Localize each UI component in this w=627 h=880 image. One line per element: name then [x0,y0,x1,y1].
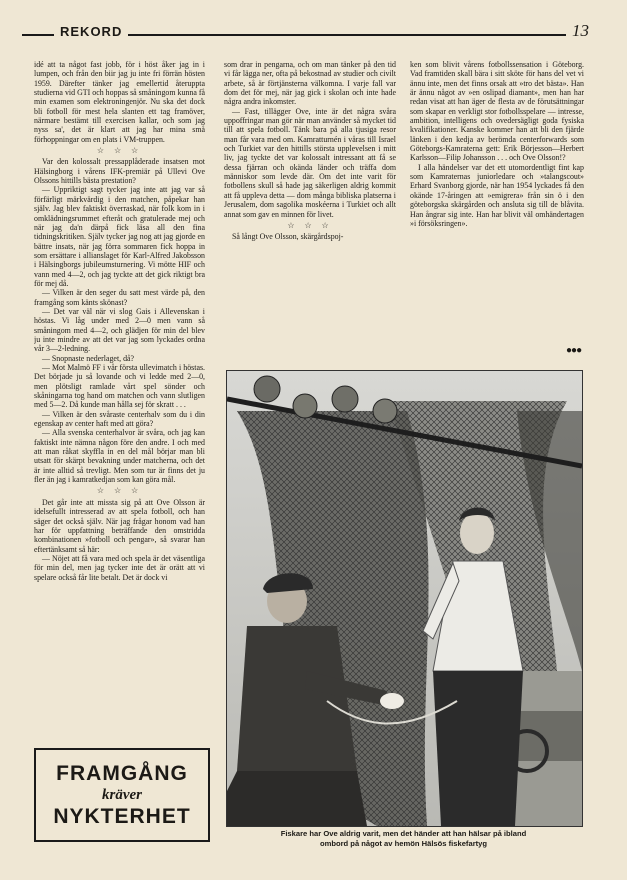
article-paragraph: — Nöjet att få vara med och spela är det väsentliga för min del, men jag tycker inte det är orätt att vi spelare också får lite betalt. Det är dock vi [34,553,205,582]
article-paragraph: — Det var väl när vi slog Gais i Allevenskan i höstas. Vi låg under med 2—0 men vann så småningom med 4—2, och glädjen för min del blev ju inte mindre av att det var jag som lyckades ordna vår 3—2-ledning. [34,306,205,354]
article-paragraph: — Snopnaste nederlaget, då? [42,353,135,363]
caption-line-1: Fiskare har Ove aldrig varit, men det händer att han hälsar på ibland [280,829,527,838]
section-separator: ☆ ☆ ☆ [287,220,333,230]
article-paragraph: — Vilken är den svåraste centerhalv som du i din egenskap av center haft med att göra? [34,409,205,429]
article-paragraph: I alla händelser var det ett utomordentligt fint kap som Kamraternas juniorledare och »talangscout» Erhard Svanborg gjorde, när han 1954 lyckades få den okände 17-åringen att »emigrera» från sin ö i den göteborgska skärgården och ansluta sig till de blåvita. Han ångrar sig inte. Han har blivit väl omhändertagen »i försöksringen». [410,162,584,228]
section-separator: ☆ ☆ ☆ [96,146,143,156]
article-paragraph: — Fast, tillägger Ove, inte är det några svåra uppoffringar man gör när man använder så mycket tid till att spela fotboll. Tänk bara på alla tjusiga resor man får vara med om. Kamratturnén i våras till Israel och Turkiet var den hittills största upplevelsen i mitt liv, jag tyckte det var kolossalt intressant att få se dessa fjärran och okända länder och träffa dom människor som levde där. Om det inte varit för fotbollens skull så hade jag säkerligen aldrig kommit att få uppleva detta — dom många bibliska platserna i Jerusalem, dom sagolika moskéerna i Turkiet och allt annat som gav en minnen för livet. [224,106,396,219]
article-paragraph: Var den kolossalt pressapplåderade insatsen mot Hälsingborg i vårens IFK-premiär på Ullevi Ove Olssons hittills bästa prestation? [34,157,205,186]
article-paragraph: — Vilken är den seger du satt mest värde på, den framgång som känts skönast? [34,288,205,307]
photo-caption [226,829,581,849]
page-number: 13 [566,21,589,41]
temperance-ad [34,748,210,842]
article-end-mark: ●●● [566,345,582,356]
article-column-1 [34,60,205,734]
ad-line-3: NYKTERHET [53,805,191,828]
caption-line-2: ombord på något av hemön Hälsös fiskefartyg [319,839,488,848]
article-paragraph: Så långt Ove Olsson, skärgårdspoj- [232,232,344,242]
article-paragraph: — Alla svenska centerhalvor är svåra, och jag kan faktiskt inte nämna någon före den andre. I och med att man råkat skyffla in en del mål börjar man bli utsatt för skärpt bevakning under matcherna, och det är inte alltid så trevligt. Men som tur är finns det ju fler än jag i kamratkedjan som kan göra mål. [34,428,205,485]
article-paragraph: som drar in pengarna, och om man tänker på den tid vi får lägga ner, ofta på bekostnad av studier och civilt arbete, så är förtjänsterna välkomna. I varje fall var dom det för mej, när jag gick i skolan och inte hade några andra inkomster. [224,60,396,107]
article-column-2 [224,60,396,348]
article-paragraph: — Uppriktigt sagt tycker jag inte att jag var så förfärligt märkvärdig i den matchen, påpekar han själv. Jag blev faktiskt överraskad, när folk kom in i omklädningsrummet efteråt och gratulerade mej och när jag da'n därpå fick läsa all den fina tidningskritiken. Själv tycker jag nog att jag gjorde en bättre insats, när jag förra sommaren fick hoppa in som ersättare i allianslaget för Karl-Alfred Jakobsson i Hälsingborgs jubileumsturnering. Vi mötte HIF och vann med 4—2, och jag tyckte att det gick riktigt bra för mej då. [34,185,205,288]
page-header [22,21,589,44]
article-paragraph: — Mot Malmö FF i vår första ullevimatch i höstas. Det började ju så lovande och vi ledde med 2—0, men plötsligt ramlade vårt spel sönder och skåningarna tog hand om matchen och vann slutligen med 5—2. Då kunde man hålla sej för skratt . . . [34,363,205,410]
article-column-3 [410,60,584,350]
article-paragraph: idé att ta något fast jobb, för i höst åker jag in i lumpen, och från den biir jag ju inte fri förrän hösten 1959. Därefter tänker jag emellertid återuppta studierna vid GTI och hoppas så småningom kunna få min examen som elektroningenjör. Nu ska det dock bli fotboll för mest hela slanten ett tag framöver, närmare bestämt till exercisen kallar, och som jag nyss sa', det är klart att jag har mina små förhoppningar om en plats i VM-truppen. [34,60,205,144]
ad-line-2: kräver [102,787,142,803]
section-separator: ☆ ☆ ☆ [96,486,143,496]
ad-line-1: FRAMGÅNG [56,762,188,785]
article-paragraph: Det går inte att missta sig på att Ove Olsson är idelsefullt intresserad av att spela fotboll, och han säger det också själv. När jag frågar honom vad han har för uppfattning beträffande den omstridda kombinationen »fotboll och pengar», så svarar han eftertänksamt så här: [34,497,205,554]
publication-name: REKORD [54,24,128,39]
article-paragraph: ken som blivit vårens fotbollssensation i Göteborg. Vad framtiden skall bära i sitt sköte för hans del vet vi ännu inte, men det finns orsak att »tro det bästa». Han är ännu något av »en oslipad diamant», men han har redan visat att han äger de flesta av de förutsättningar som skapar en verkligt stor fotbollsspelare — intresse, ambition, intelligens och ovedersägligt goda fysiska kvalifikationer. Kanske kommer han att bli den fjärde länken i den kedja av berömda centerforwards som Göteborgs-Kamraterna gett: Erik Börjesson—Herbert Karlsson—Filip Johansson . . . och Ove Olsson!? [410,60,584,163]
photo-fishermen-nets [226,370,583,827]
